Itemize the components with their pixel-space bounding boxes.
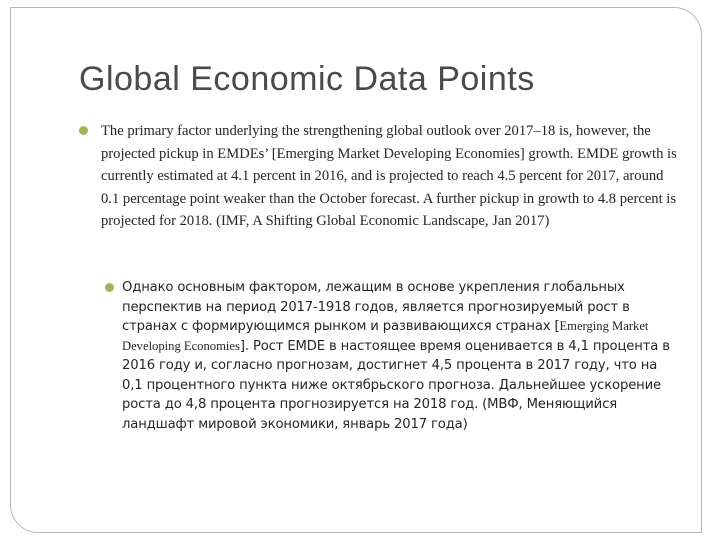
bullet-dot-icon [105,283,114,292]
russian-text-part-1: Однако основным фактором, лежащим в основе укрепления глобальных перспектив на период 2017-1918 годов, является прогнозируемый рост в странах с формирующимся рынком и развивающихся странах [ [122,280,630,334]
english-inline-term: Emerging Market Developing Economies [122,319,649,353]
bullet-text-russian [122,278,675,434]
slide-title: Global Economic Data Points [79,60,535,98]
bullet-text-english: The primary factor underlying the strengthening global outlook over 2017–18 is, however, the projected pickup in EMDEs’ [Emerging Market Developing Economies] growth. EMDE growth is currently estimated at 4.1 percent in 2016, and is projected to reach 4.5 percent for 2017, around 0.1 percentage point weaker than the October forecast. A further pickup in growth to 4.8 percent is projected for 2018. (IMF, A Shifting Global Economic Landscape, Jan 2017) [101,123,677,230]
bullet-dot-icon [79,126,88,135]
russian-text-part-2: ]. Рост EMDE в настоящее время оценивается в 4,1 процента в 2016 году и, согласно прогнозам, достигнет 4,5 процента в 2017 году, что на 0,1 процентного пункта ниже октябрьского прогноза. Дальнейшее ускорение роста до 4,8 процента прогнозируется на 2018 год. (МВФ, Меняющийся ландшафт мировой экономики, январь 2017 года) [122,338,670,432]
bullet-item-english [79,120,679,233]
bullet-item-russian [105,278,675,434]
